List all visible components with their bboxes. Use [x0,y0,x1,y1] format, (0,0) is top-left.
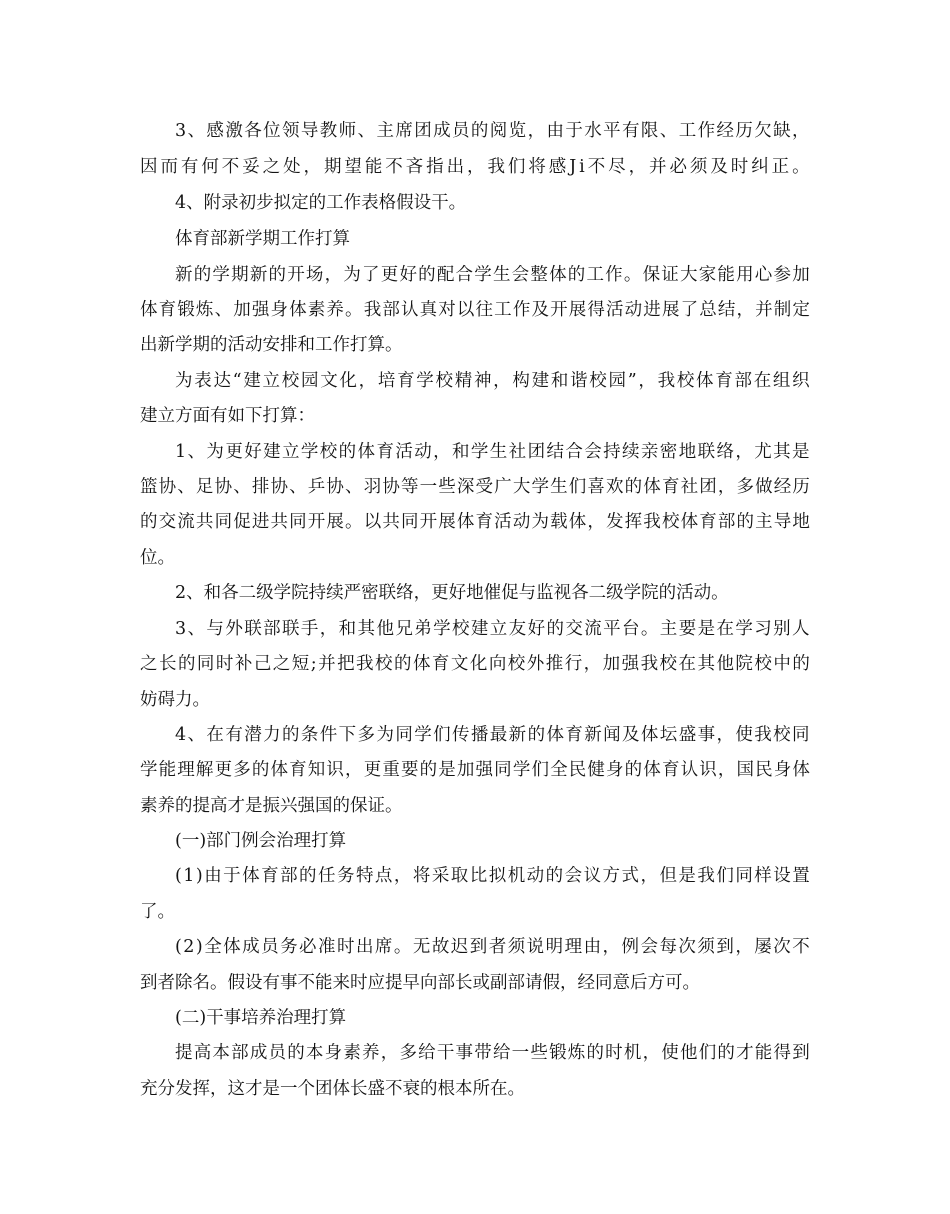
text-line: 4 、 在 有 潜 力 的 条 件 下 多 为 同 学 们 传 播 最 新 的 体 育 新 闻 及 体 坛 盛 事 ， 使 我 校 同 [175,725,810,745]
text-line: 之 长 的 同 时 补 己 之 短 ; 并 把 我 校 的 体 育 文 化 向 校 外 推 行 ， 加 强 我 校 在 其 他 院 校 中 的 [140,654,810,674]
text-line: 妨碍力。 [140,690,210,710]
text-line: 素养的提高才是振兴强国的保证。 [140,796,403,816]
text-line: 学 能 理 解 更 多 的 体 育 知 识 ， 更 重 要 的 是 加 强 同 学 们 全 民 健 身 的 体 育 认 识 ， 国 民 身 体 [140,760,810,780]
text-line: 篮 协 、 足 协 、 排 协 、 乒 协 、 羽 协 等 一 些 深 受 广 大 学 生 们 喜 欢 的 体 育 社 团 ， 多 做 经 历 [140,477,810,497]
text-line: 到者除名。假设有事不能来时应提早向部长或副部请假，经同意后方可。 [140,973,700,993]
text-line: ( 1 ) 由 于 体 育 部 的 任 务 特 点 ， 将 采 取 比 拟 机 动 的 会 议 方 式 ， 但 是 我 们 同 样 设 置 [175,866,810,886]
text-line: 建立方面有如下打算： [140,406,315,426]
text-line: 提 高 本 部 成 员 的 本 身 素 养 ， 多 给 干 事 带 给 一 些 锻 炼 的 时 机 ， 使 他 们 的 才 能 得 到 [175,1043,810,1063]
section-heading: 体育部新学期工作打算 [175,229,350,249]
text-line: 位。 [140,548,175,568]
text-line: ( 2 ) 全 体 成 员 务 必 准 时 出 席 。 无 故 迟 到 者 须 说 明 理 由 ， 例 会 每 次 须 到 ， 屡 次 不 [175,937,810,957]
text-line: 的 交 流 共 同 促 进 共 同 开 展 。 以 共 同 开 展 体 育 活 动 为 载 体 ， 发 挥 我 校 体 育 部 的 主 导 地 [140,512,810,532]
text-line: 体 育 锻 炼 、 加 强 身 体 素 养 。 我 部 认 真 对 以 往 工 作 及 开 展 得 活 动 进 展 了 总 结 ， 并 制 定 [140,300,810,320]
text-line: 为 表 达 “ 建 立 校 园 文 化 ， 培 育 学 校 精 神 ， 构 建 和 谐 校 园 ” ， 我 校 体 育 部 在 组 织 [175,371,810,391]
text-line: 3 、 与 外 联 部 联 手 ， 和 其 他 兄 弟 学 校 建 立 友 好 的 交 流 平 台 。 主 要 是 在 学 习 别 人 [175,619,810,639]
text-line: 新 的 学 期 新 的 开 场 ， 为 了 更 好 的 配 合 学 生 会 整 体 的 工 作 。 保 证 大 家 能 用 心 参 加 [175,265,810,285]
text-line: 了。 [140,902,175,922]
text-line: 因 而 有 何 不 妥 之 处 ， 期 望 能 不 吝 指 出 ， 我 们 将 感 J i 不 尽 ， 并 必 须 及 时 纠 正 。 [140,157,810,177]
text-line: 出新学期的活动安排和工作打算。 [140,335,403,355]
text-line: 3 、 感 激 各 位 领 导 教 师 、 主 席 团 成 员 的 阅 览 ， 由 于 水 平 有 限 、 工 作 经 历 欠 缺 ， [175,121,810,141]
section-heading: (一)部门例会治理打算 [175,831,347,851]
section-heading: (二)干事培养治理打算 [175,1008,347,1028]
text-line: 4、附录初步拟定的工作表格假设干。 [175,193,467,213]
text-line: 1 、 为 更 好 建 立 学 校 的 体 育 活 动 ， 和 学 生 社 团 结 合 会 持 续 亲 密 地 联 络 ， 尤 其 是 [175,442,810,462]
text-line: 2、和各二级学院持续严密联络，更好地催促与监视各二级学院的活动。 [175,583,729,603]
text-line: 充分发挥，这才是一个团体长盛不衰的根本所在。 [140,1079,525,1099]
